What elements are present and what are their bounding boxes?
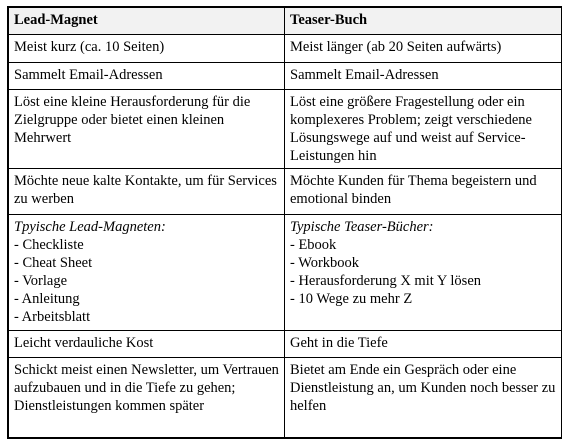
teaser-buch-purpose: Löst eine größere Fragestellung oder ein komplexeres Problem; zeigt verschiedene Lösungswege auf und weist auf Service-Leistungen hin — [285, 89, 562, 169]
lead-magnet-type-item: - Anleitung — [14, 290, 80, 307]
table-row — [9, 358, 562, 438]
lead-magnet-depth: Leicht verdauliche Kost — [9, 330, 285, 357]
lead-magnet-type-item: - Checkliste — [14, 236, 84, 253]
lead-magnet-types-cell — [9, 214, 285, 330]
teaser-buch-types-cell — [285, 214, 562, 330]
teaser-buch-email: Sammelt Email-Adressen — [285, 62, 562, 89]
table-row — [9, 35, 562, 62]
lead-magnet-contacts: Möchte neue kalte Kontakte, um für Services zu werben — [9, 169, 285, 214]
lead-magnet-type-item: - Vorlage — [14, 272, 68, 289]
teaser-buch-followup: Bietet am Ende ein Gespräch oder eine Dienstleistung an, um Kunden noch besser zu helfen — [285, 358, 562, 438]
comparison-table — [7, 6, 562, 439]
teaser-buch-type-item: - 10 Wege zu mehr Z — [290, 290, 413, 307]
teaser-buch-type-item: - Ebook — [290, 236, 337, 253]
table-header-row — [9, 8, 562, 35]
table-row — [9, 169, 562, 214]
lead-magnet-followup: Schickt meist einen Newsletter, um Vertrauen aufzubauen und in die Tiefe zu gehen; Dienstleistungen kommen später — [9, 358, 285, 438]
header-lead-magnet: Lead-Magnet — [9, 8, 285, 35]
lead-magnet-types-title: Tpyische Lead-Magneten: — [14, 218, 166, 235]
lead-magnet-purpose: Löst eine kleine Herausforderung für die Zielgruppe oder bietet einen kleinen Mehrwert — [9, 89, 285, 169]
comparison-table-grid — [8, 7, 562, 438]
table-row — [9, 62, 562, 89]
lead-magnet-length: Meist kurz (ca. 10 Seiten) — [9, 35, 285, 62]
table-row — [9, 330, 562, 357]
table-row — [9, 89, 562, 169]
table-row — [9, 214, 562, 330]
teaser-buch-type-item: - Herausforderung X mit Y lösen — [290, 272, 481, 289]
teaser-buch-depth: Geht in die Tiefe — [285, 330, 562, 357]
lead-magnet-email: Sammelt Email-Adressen — [9, 62, 285, 89]
teaser-buch-length: Meist länger (ab 20 Seiten aufwärts) — [285, 35, 562, 62]
teaser-buch-type-item: - Workbook — [290, 254, 360, 271]
header-teaser-buch: Teaser-Buch — [285, 8, 562, 35]
teaser-buch-contacts: Möchte Kunden für Thema begeistern und emotional binden — [285, 169, 562, 214]
teaser-buch-types-title: Typische Teaser-Bücher: — [290, 218, 434, 235]
lead-magnet-type-item: - Arbeitsblatt — [14, 308, 91, 325]
lead-magnet-type-item: - Cheat Sheet — [14, 254, 93, 271]
